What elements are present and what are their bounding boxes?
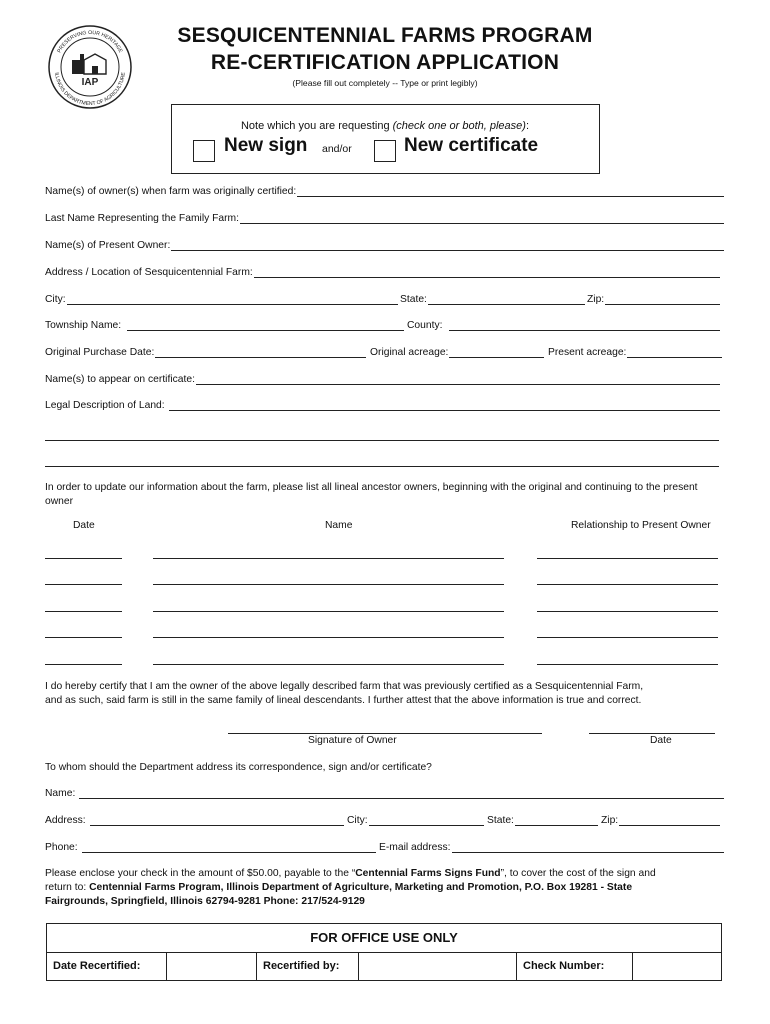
present-acreage-label: Present acreage: (548, 347, 627, 358)
ancestor-date-line[interactable] (45, 611, 122, 612)
office-use-title: FOR OFFICE USE ONLY (47, 924, 721, 953)
payment-address-phone: Fairgrounds, Springfield, Illinois 62794-9281 Phone: 217/524-9129 (45, 896, 365, 907)
ancestor-date-line[interactable] (45, 558, 122, 559)
new-certificate-label: New certificate (404, 135, 539, 156)
correspondence-state-label: State: (487, 815, 514, 826)
last-name-label: Last Name Representing the Family Farm: (45, 213, 239, 224)
correspondence-zip-field[interactable] (601, 815, 721, 826)
new-sign-label: New sign (224, 135, 308, 156)
correspondence-name-field[interactable] (45, 788, 725, 799)
certification-statement-line1: I do hereby certify that I am the owner of the above legally described farm that was previously certified as a Sesquicentennial Farm, (45, 681, 644, 692)
farm-city-field[interactable] (45, 294, 399, 305)
signature-label: Signature of Owner (308, 735, 397, 746)
ancestor-name-line[interactable] (153, 584, 504, 585)
payment-fund-name: Centennial Farms Signs Fund (355, 868, 501, 879)
ancestor-date-line[interactable] (45, 637, 122, 638)
column-header-date: Date (73, 520, 95, 531)
column-header-name: Name (325, 520, 353, 531)
farm-address-label: Address / Location of Sesquicentennial Farm: (45, 267, 253, 278)
ancestor-relationship-line[interactable] (537, 558, 718, 559)
last-name-field[interactable] (45, 213, 725, 224)
ancestors-instructions (45, 481, 725, 508)
request-prompt-end: : (525, 120, 530, 132)
ancestor-name-line[interactable] (153, 611, 504, 612)
request-prompt (0, 120, 770, 132)
ancestor-date-line[interactable] (45, 584, 122, 585)
payment-line1-end: ”, to cover the cost of the sign and (500, 868, 656, 879)
correspondence-phone-field[interactable] (45, 842, 377, 853)
correspondence-zip-label: Zip: (601, 815, 619, 826)
correspondence-state-field[interactable] (487, 815, 599, 826)
purchase-date-field[interactable] (45, 347, 367, 358)
present-owner-label: Name(s) of Present Owner: (45, 240, 171, 251)
payment-line1-text: Please enclose your check in the amount of $50.00, payable to the “ (45, 868, 356, 879)
payment-line2 (45, 882, 632, 893)
original-acreage-label: Original acreage: (370, 347, 449, 358)
correspondence-address-field[interactable] (45, 815, 345, 826)
payment-line2-text: return to: (45, 882, 90, 893)
correspondence-city-label: City: (347, 815, 368, 826)
correspondence-city-field[interactable] (347, 815, 485, 826)
correspondence-question: To whom should the Department address its correspondence, sign and/or certificate? (45, 762, 432, 773)
ancestor-date-line[interactable] (45, 664, 122, 665)
original-acreage-field[interactable] (370, 347, 545, 358)
correspondence-email-field[interactable] (379, 842, 725, 853)
farm-city-label: City: (45, 294, 66, 305)
farm-state-field[interactable] (400, 294, 586, 305)
county-label: County: (407, 320, 443, 331)
column-header-relationship: Relationship to Present Owner (571, 520, 711, 531)
legal-description-line-3[interactable] (45, 466, 719, 467)
farm-address-field[interactable] (45, 267, 721, 278)
correspondence-address-label: Address: (45, 815, 86, 826)
original-owners-label: Name(s) of owner(s) when farm was originally certified: (45, 186, 297, 197)
ancestor-name-line[interactable] (153, 637, 504, 638)
legal-description-line-2[interactable] (45, 440, 719, 441)
farm-state-label: State: (400, 294, 427, 305)
county-field[interactable] (407, 320, 721, 331)
ancestor-relationship-line[interactable] (537, 611, 718, 612)
check-number-label: Check Number: (517, 953, 633, 980)
legal-description-label: Legal Description of Land: (45, 400, 165, 411)
payment-mailing-address: Centennial Farms Program, Illinois Department of Agriculture, Marketing and Promotion, P.O. Box 19281 - State (89, 882, 633, 893)
signature-date-label: Date (650, 735, 672, 746)
ancestor-relationship-line[interactable] (537, 584, 718, 585)
legal-description-field[interactable] (45, 400, 721, 411)
check-number-input[interactable] (633, 953, 721, 980)
date-recertified-label: Date Recertified: (47, 953, 167, 980)
payment-line3 (45, 896, 365, 907)
certificate-names-field[interactable] (45, 374, 721, 385)
payment-line1 (45, 868, 656, 879)
original-owners-field[interactable] (45, 186, 725, 197)
request-prompt-italic: (check one or both, please) (392, 120, 526, 132)
form-title-line1: SESQUICENTENNIAL FARMS PROGRAM (177, 24, 593, 47)
svg-text:IAP: IAP (81, 77, 99, 88)
farm-zip-label: Zip: (587, 294, 605, 305)
certificate-names-label: Name(s) to appear on certificate: (45, 374, 195, 385)
present-owner-field[interactable] (45, 240, 725, 251)
certification-statement-line2: and as such, said farm is still in the same family of lineal descendants. I further attest that the above information is true and correct. (45, 695, 642, 706)
ancestor-relationship-line[interactable] (537, 664, 718, 665)
ancestor-name-line[interactable] (153, 558, 504, 559)
ancestor-name-line[interactable] (153, 664, 504, 665)
signature-line[interactable] (228, 733, 542, 734)
andor-label: and/or (322, 143, 352, 155)
ancestors-instructions-text: In order to update our information about the farm, please list all lineal ancestor owners, beginning with the original and continuing to the present owner (45, 482, 698, 507)
township-label: Township Name: (45, 320, 122, 331)
new-certificate-checkbox[interactable] (374, 140, 396, 162)
form-title-line2: RE-CERTIFICATION APPLICATION (210, 51, 560, 74)
new-sign-checkbox[interactable] (193, 140, 215, 162)
svg-text:ILLINOIS DEPARTMENT OF AGRICUL: ILLINOIS DEPARTMENT OF AGRICULTURE (53, 71, 127, 108)
correspondence-email-label: E-mail address: (379, 842, 451, 853)
farm-zip-field[interactable] (587, 294, 721, 305)
purchase-date-label: Original Purchase Date: (45, 347, 155, 358)
recertified-by-label: Recertified by: (257, 953, 359, 980)
ancestor-relationship-line[interactable] (537, 637, 718, 638)
correspondence-name-label: Name: (45, 788, 76, 799)
present-acreage-field[interactable] (548, 347, 723, 358)
request-prompt-text: Note which you are requesting (240, 120, 393, 132)
recertified-by-input[interactable] (359, 953, 517, 980)
form-subtitle: (Please fill out completely -- Type or print legibly) (292, 78, 478, 88)
signature-date-line[interactable] (589, 733, 715, 734)
township-field[interactable] (45, 320, 405, 331)
svg-text:PRESERVING OUR HERITAGE: PRESERVING OUR HERITAGE (56, 29, 124, 54)
office-use-table (46, 923, 722, 981)
correspondence-phone-label: Phone: (45, 842, 78, 853)
date-recertified-input[interactable] (167, 953, 257, 980)
